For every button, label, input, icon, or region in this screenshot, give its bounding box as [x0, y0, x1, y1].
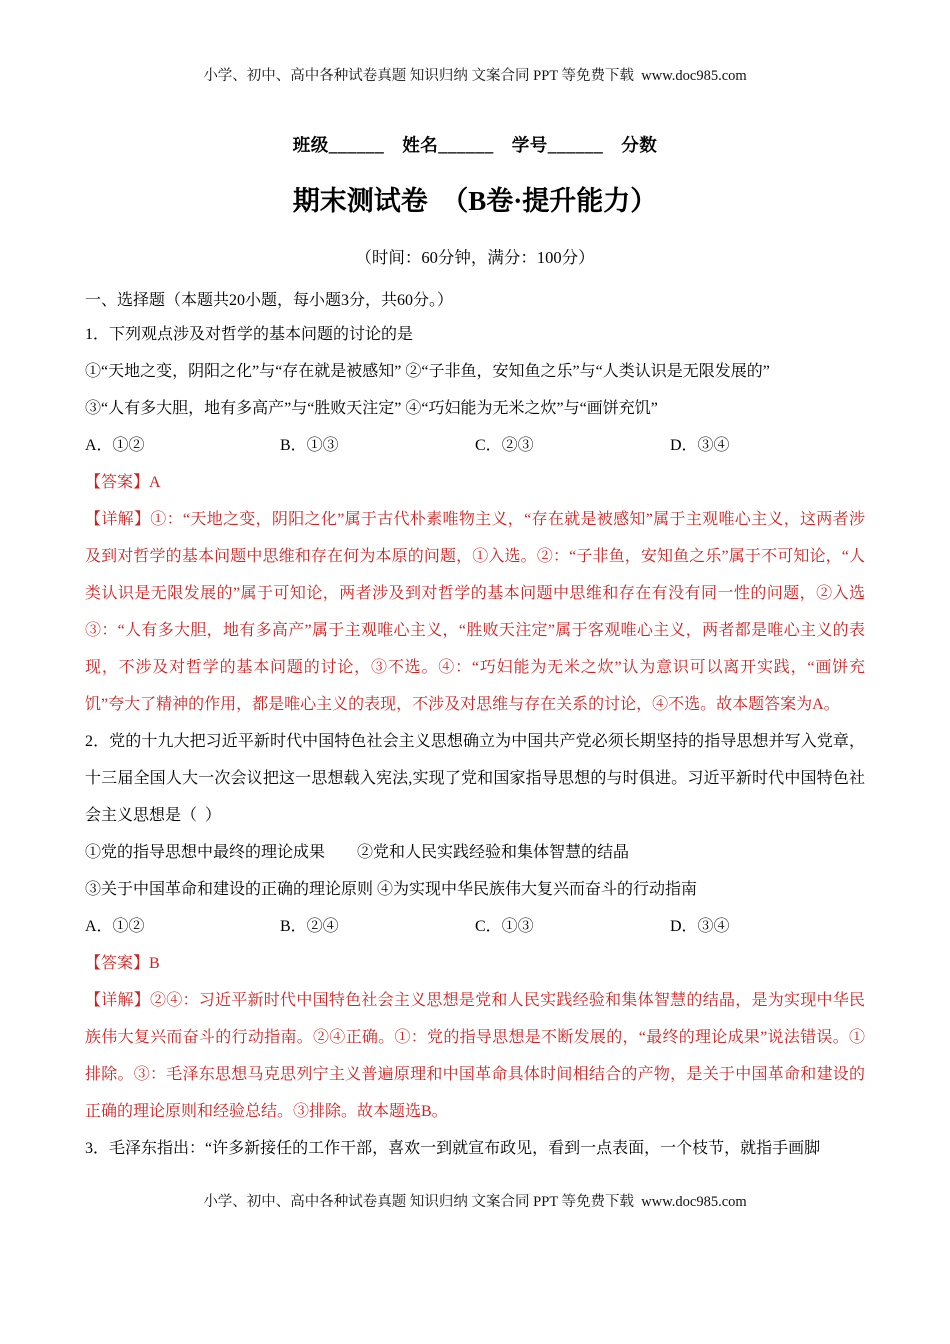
question-1-items-line-1: ①“天地之变，阴阳之化”与“存在就是被感知” ②“子非鱼，安知鱼之乐”与“人类认识是无限发展的” [85, 363, 770, 380]
question-2 [85, 723, 865, 1130]
question-3 [85, 1130, 865, 1167]
question-2-answer-line: 【答案】B [85, 955, 160, 972]
question-2-option-d: D．③④ [670, 918, 730, 935]
question-2-items-line-2: ③关于中国革命和建设的正确的理论原则 ④为实现中华民族伟大复兴而奋斗的行动指南 [85, 881, 698, 898]
question-1-option-a: A．①② [85, 437, 145, 454]
question-2-options-row [85, 908, 865, 945]
exam-time-score-line: （时间：60分钟，满分：100分） [355, 248, 595, 267]
section-heading-multiple-choice: 一、选择题（本题共20小题，每小题3分，共60分。） [85, 292, 454, 309]
question-1-answer-line: 【答案】A [85, 474, 161, 491]
question-3-stem: 3．毛泽东指出：“许多新接任的工作干部，喜欢一到就宣布政见，看到一点表面，一个枝节，就指手画脚 [85, 1140, 821, 1157]
exam-title: 期末测试卷 （B卷·提升能力） [292, 186, 658, 216]
question-2-items-line-1: ①党的指导思想中最终的理论成果 ②党和人民实践经验和集体智慧的结晶 [85, 844, 630, 861]
question-2-stem: 2．党的十九大把习近平新时代中国特色社会主义思想确立为中国共产党必须长期坚持的指导思想并写入党章，十三届全国人大一次会议把这一思想载入宪法,实现了党和国家指导思想的与时俱进。习近平新时代中国特色社会主义思想是（ ） [85, 733, 865, 824]
question-2-option-a: A．①② [85, 918, 145, 935]
question-2-option-c: C．①③ [475, 918, 534, 935]
question-1-options-row [85, 427, 865, 464]
question-1-explanation: 【详解】①：“天地之变，阴阳之化”属于古代朴素唯物主义，“存在就是被感知”属于主观唯心主义，这两者涉及到对哲学的基本问题中思维和存在何为本原的问题，①入选。②：“子非鱼，安知鱼之乐”属于不可知论，“人类认识是无限发展的”属于可知论，两者涉及到对哲学的基本问题中思维和存在有没有同一性的问题，②入选③：“人有多大胆，地有多高产”属于主观唯心主义，“胜败天注定”属于客观唯心主义，两者都是唯心主义的表现，不涉及对哲学的基本问题的讨论，③不选。④：“巧妇能为无米之炊”认为意识可以离开实践，“画饼充饥”夸大了精神的作用，都是唯心主义的表现，不涉及对思维与存在关系的讨论，④不选。故本题答案为A。 [85, 511, 865, 713]
question-1-option-c: C．②③ [475, 437, 534, 454]
question-1 [85, 316, 865, 723]
header-promo-text: 小学、初中、高中各种试卷真题 知识归纳 文案合同 PPT 等免费下载 www.doc985.com [203, 68, 747, 84]
question-2-option-b: B．②④ [280, 918, 339, 935]
question-1-option-d: D．③④ [670, 437, 730, 454]
question-1-option-b: B．①③ [280, 437, 339, 454]
question-1-items-line-2: ③“人有多大胆，地有多高产”与“胜败天注定” ④“巧妇能为无米之炊”与“画饼充饥” [85, 400, 658, 417]
question-1-stem: 1．下列观点涉及对哲学的基本问题的讨论的是 [85, 326, 414, 343]
document-body [0, 286, 950, 1167]
student-info-fill-line: 班级______ 姓名______ 学号______ 分数 [292, 135, 658, 155]
question-2-explanation: 【详解】②④：习近平新时代中国特色社会主义思想是党和人民实践经验和集体智慧的结晶，是为实现中华民族伟大复兴而奋斗的行动指南。②④正确。①：党的指导思想是不断发展的，“最终的理论成果”说法错误。①排除。③：毛泽东思想马克思列宁主义普遍原理和中国革命具体时间相结合的产物，是关于中国革命和建设的正确的理论原则和经验总结。③排除。故本题选B。 [85, 992, 865, 1120]
footer-promo-text: 小学、初中、高中各种试卷真题 知识归纳 文案合同 PPT 等免费下载 www.doc985.com [203, 1194, 747, 1210]
